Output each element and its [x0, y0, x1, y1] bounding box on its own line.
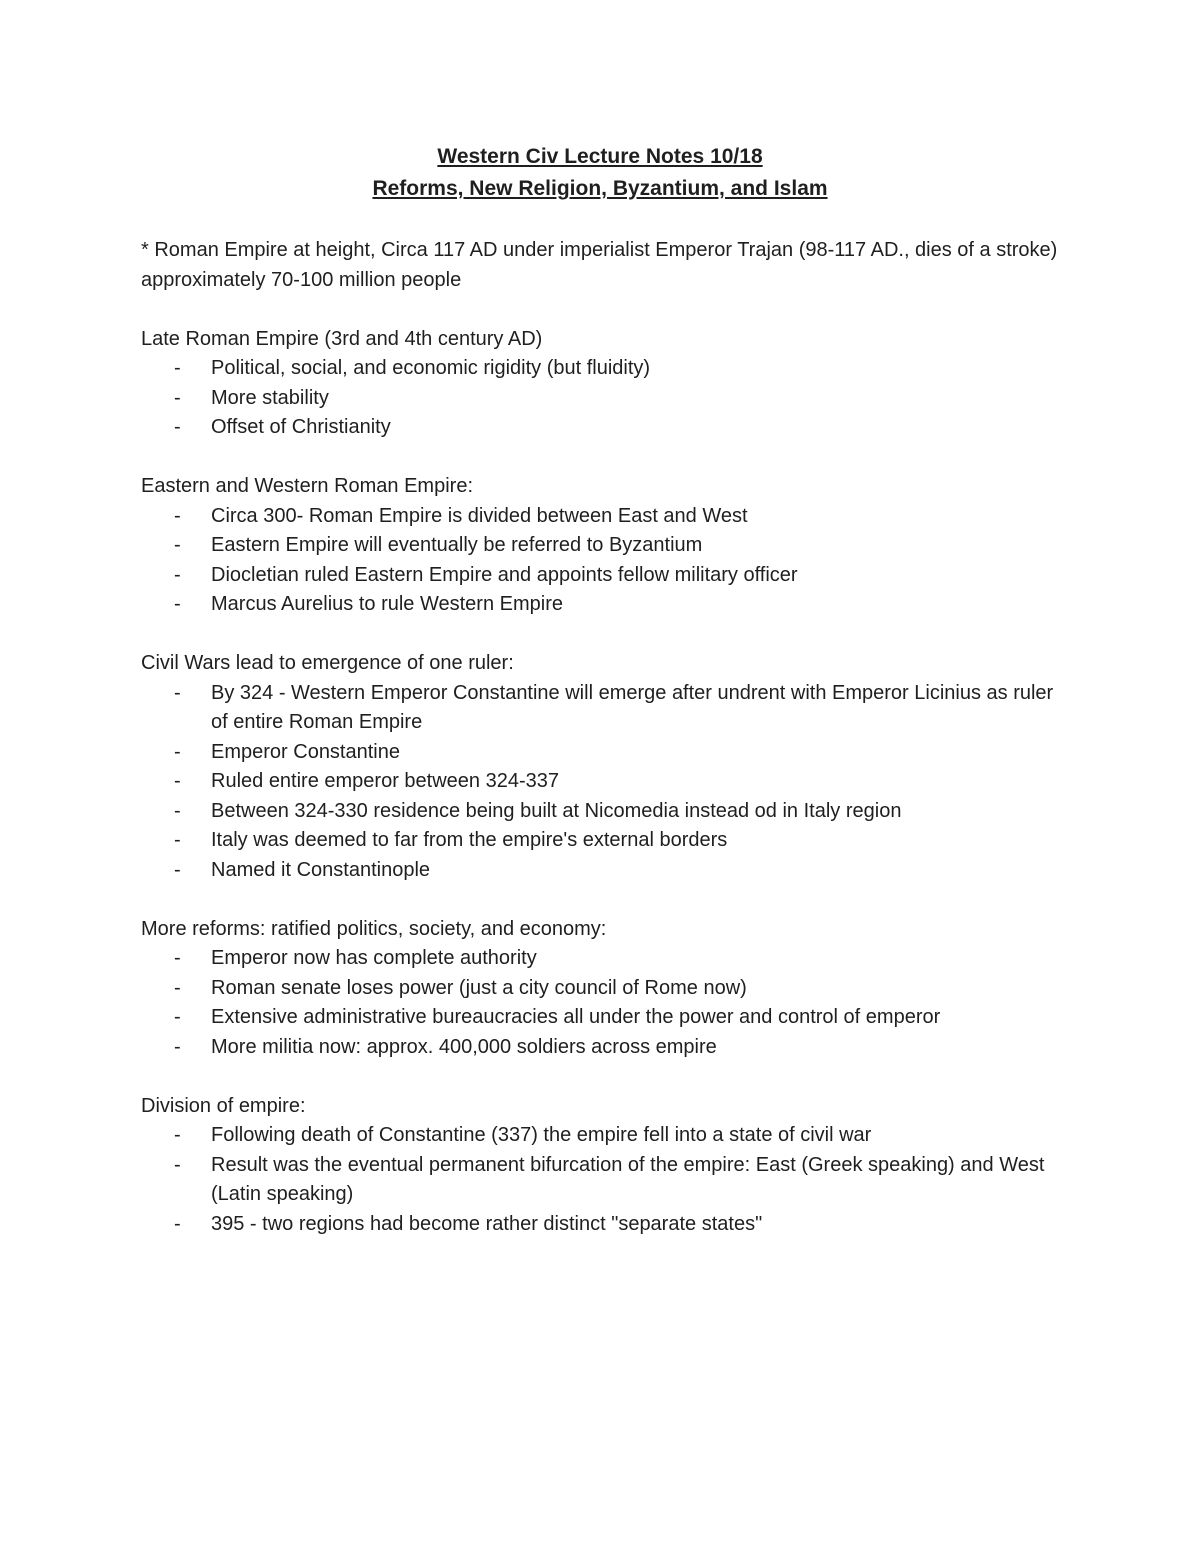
- list-item-text: Following death of Constantine (337) the empire fell into a state of civil war: [211, 1124, 872, 1146]
- section-list-civil-wars: [141, 679, 1071, 886]
- list-item-text: Offset of Christianity: [211, 416, 391, 438]
- list-item-text: Emperor now has complete authority: [211, 947, 537, 969]
- list-item: [141, 679, 1071, 738]
- list-item: [141, 944, 1071, 974]
- section-list-division-of-empire: [141, 1121, 1071, 1239]
- list-item-text: Ruled entire emperor between 324-337: [211, 770, 559, 792]
- list-item-text: Result was the eventual permanent bifurcation of the empire: East (Greek speaking) and West (Latin speaking): [211, 1153, 1045, 1205]
- dash-bullet: -: [174, 681, 181, 704]
- dash-bullet: -: [174, 770, 181, 792]
- dash-bullet: -: [174, 799, 181, 822]
- list-item: [141, 1003, 1071, 1033]
- section-heading-civil-wars: Civil Wars lead to emergence of one ruler:: [141, 652, 514, 674]
- list-item: [141, 561, 1071, 591]
- dash-bullet: -: [174, 976, 181, 999]
- list-item-text: Political, social, and economic rigidity (but fluidity): [211, 357, 651, 379]
- list-item: [141, 1033, 1071, 1063]
- list-item: [141, 797, 1071, 827]
- section-list-late-roman-empire: [141, 354, 1071, 443]
- list-item-text: Italy was deemed to far from the empire's external borders: [211, 829, 728, 851]
- list-item-text: Marcus Aurelius to rule Western Empire: [211, 593, 563, 615]
- section-list-more-reforms: [141, 944, 1071, 1062]
- list-item: [141, 1151, 1071, 1210]
- list-item-text: Extensive administrative bureaucracies all under the power and control of emperor: [211, 1006, 941, 1028]
- list-item: [141, 413, 1071, 443]
- dash-bullet: -: [174, 593, 181, 615]
- list-item: [141, 767, 1071, 797]
- document-title: Western Civ Lecture Notes 10/18: [437, 145, 763, 168]
- document-subtitle: Reforms, New Religion, Byzantium, and Islam: [372, 177, 828, 200]
- list-item-text: Emperor Constantine: [211, 740, 400, 763]
- list-item: [141, 974, 1071, 1004]
- list-item: [141, 590, 1071, 620]
- list-item-text: Named it Constantinople: [211, 858, 431, 881]
- list-item-text: Diocletian ruled Eastern Empire and appoints fellow military officer: [211, 563, 798, 586]
- document-body: [141, 236, 1071, 1269]
- list-item-text: More stability: [211, 386, 329, 409]
- dash-bullet: -: [174, 1212, 181, 1235]
- list-item: [141, 738, 1071, 768]
- dash-bullet: -: [174, 858, 181, 881]
- list-item-text: Between 324-330 residence being built at Nicomedia instead od in Italy region: [211, 799, 902, 822]
- intro-paragraph: * Roman Empire at height, Circa 117 AD under imperialist Emperor Trajan (98-117 AD., dies of a stroke) approximately 70-100 million people: [141, 239, 1058, 291]
- dash-bullet: -: [174, 1124, 181, 1146]
- dash-bullet: -: [174, 357, 181, 379]
- list-item-text: Circa 300- Roman Empire is divided between East and West: [211, 504, 748, 527]
- list-item: [141, 1121, 1071, 1151]
- dash-bullet: -: [174, 1006, 181, 1028]
- dash-bullet: -: [174, 534, 181, 556]
- dash-bullet: -: [174, 947, 181, 969]
- dash-bullet: -: [174, 1035, 181, 1058]
- section-list-eastern-western-empire: [141, 502, 1071, 620]
- dash-bullet: -: [174, 416, 181, 438]
- list-item: [141, 531, 1071, 561]
- section-heading-more-reforms: More reforms: ratified politics, society, and economy:: [141, 917, 607, 940]
- dash-bullet: -: [174, 740, 181, 763]
- list-item-text: 395 - two regions had become rather distinct "separate states": [211, 1212, 763, 1235]
- title-block: [0, 141, 1200, 205]
- section-heading-late-roman-empire: Late Roman Empire (3rd and 4th century AD): [141, 327, 543, 350]
- list-item: [141, 384, 1071, 414]
- list-item: [141, 826, 1071, 856]
- list-item-text: Roman senate loses power (just a city council of Rome now): [211, 976, 747, 999]
- list-item: [141, 856, 1071, 886]
- list-item-text: By 324 - Western Emperor Constantine will emerge after undrent with Emperor Licinius as ruler of entire Roman Empire: [211, 681, 1054, 733]
- list-item-text: Eastern Empire will eventually be referred to Byzantium: [211, 534, 703, 556]
- section-heading-division-of-empire: Division of empire:: [141, 1094, 306, 1117]
- dash-bullet: -: [174, 386, 181, 409]
- list-item: [141, 354, 1071, 384]
- list-item-text: More militia now: approx. 400,000 soldiers across empire: [211, 1035, 717, 1058]
- dash-bullet: -: [174, 563, 181, 586]
- dash-bullet: -: [174, 1153, 181, 1176]
- dash-bullet: -: [174, 829, 181, 851]
- dash-bullet: -: [174, 504, 181, 527]
- section-heading-eastern-western-empire: Eastern and Western Roman Empire:: [141, 475, 474, 497]
- list-item: [141, 1210, 1071, 1240]
- list-item: [141, 502, 1071, 532]
